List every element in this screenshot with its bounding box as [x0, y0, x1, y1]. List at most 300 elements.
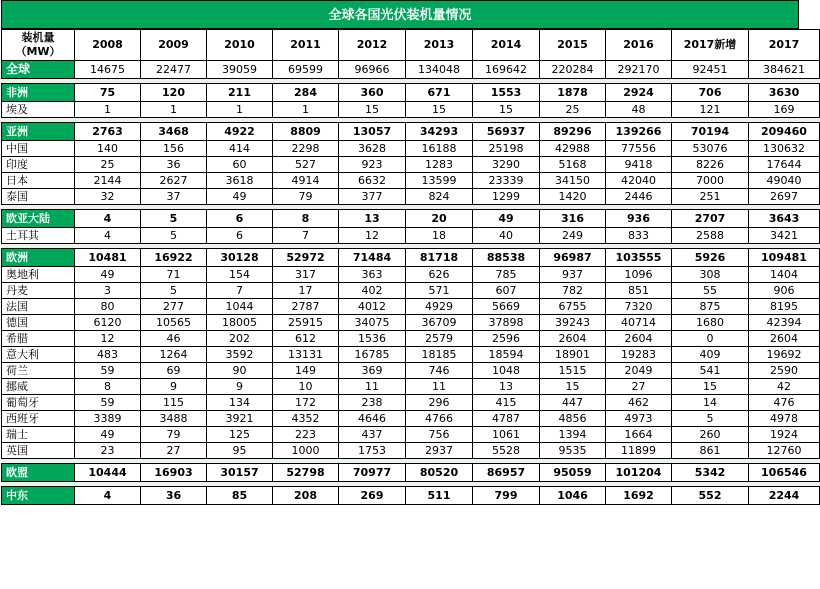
- value-cell: 4929: [406, 299, 473, 315]
- value-cell: 5: [141, 283, 207, 299]
- region-label: 全球: [2, 61, 75, 79]
- value-cell: 13599: [406, 173, 473, 189]
- value-cell: 42: [749, 379, 820, 395]
- country-label: 印度: [2, 157, 75, 173]
- value-cell: 223: [273, 427, 339, 443]
- value-cell: 936: [606, 210, 672, 228]
- value-cell: 4646: [339, 411, 406, 427]
- value-cell: 1878: [540, 84, 606, 102]
- value-cell: 52798: [273, 464, 339, 482]
- value-cell: 19692: [749, 347, 820, 363]
- value-cell: 15: [672, 379, 749, 395]
- value-cell: 8: [273, 210, 339, 228]
- value-cell: 277: [141, 299, 207, 315]
- country-label: 埃及: [2, 102, 75, 118]
- value-cell: 80: [75, 299, 141, 315]
- value-cell: 875: [672, 299, 749, 315]
- value-cell: 462: [606, 395, 672, 411]
- value-cell: 34150: [540, 173, 606, 189]
- value-cell: 49: [207, 189, 273, 205]
- value-cell: 13: [339, 210, 406, 228]
- value-cell: 308: [672, 267, 749, 283]
- value-cell: 46: [141, 331, 207, 347]
- value-cell: 1283: [406, 157, 473, 173]
- region-row: [2, 84, 820, 102]
- value-cell: 7: [207, 283, 273, 299]
- table-row: [2, 157, 820, 173]
- value-cell: 360: [339, 84, 406, 102]
- value-cell: 476: [749, 395, 820, 411]
- country-label: 希腊: [2, 331, 75, 347]
- value-cell: 4922: [207, 123, 273, 141]
- header-cell-2010: 2010: [207, 30, 273, 61]
- country-label: 日本: [2, 173, 75, 189]
- value-cell: 5926: [672, 249, 749, 267]
- value-cell: 20: [406, 210, 473, 228]
- country-label: 英国: [2, 443, 75, 459]
- header-cell-2014: 2014: [473, 30, 540, 61]
- value-cell: 851: [606, 283, 672, 299]
- value-cell: 4978: [749, 411, 820, 427]
- value-cell: 12: [75, 331, 141, 347]
- table-row: [2, 283, 820, 299]
- value-cell: 4766: [406, 411, 473, 427]
- region-row: [2, 210, 820, 228]
- value-cell: 92451: [672, 61, 749, 79]
- region-label: 欧盟: [2, 464, 75, 482]
- value-cell: 11: [339, 379, 406, 395]
- value-cell: 8: [75, 379, 141, 395]
- value-cell: 15: [473, 102, 540, 118]
- value-cell: 34293: [406, 123, 473, 141]
- value-cell: 415: [473, 395, 540, 411]
- value-cell: 1: [75, 102, 141, 118]
- value-cell: 49: [473, 210, 540, 228]
- table-row: [2, 102, 820, 118]
- value-cell: 14675: [75, 61, 141, 79]
- value-cell: 2579: [406, 331, 473, 347]
- table-row: [2, 189, 820, 205]
- value-cell: 56937: [473, 123, 540, 141]
- value-cell: 71484: [339, 249, 406, 267]
- value-cell: 511: [406, 487, 473, 505]
- value-cell: 923: [339, 157, 406, 173]
- value-cell: 60: [207, 157, 273, 173]
- value-cell: 414: [207, 141, 273, 157]
- value-cell: 49: [75, 427, 141, 443]
- value-cell: 11899: [606, 443, 672, 459]
- table-row: [2, 315, 820, 331]
- value-cell: 1046: [540, 487, 606, 505]
- value-cell: 16785: [339, 347, 406, 363]
- header-cell-2012: 2012: [339, 30, 406, 61]
- value-cell: 799: [473, 487, 540, 505]
- header-row: [2, 30, 820, 61]
- value-cell: 8809: [273, 123, 339, 141]
- table-row: [2, 347, 820, 363]
- value-cell: 109481: [749, 249, 820, 267]
- value-cell: 626: [406, 267, 473, 283]
- value-cell: 121: [672, 102, 749, 118]
- value-cell: 13131: [273, 347, 339, 363]
- value-cell: 4012: [339, 299, 406, 315]
- value-cell: 15: [540, 379, 606, 395]
- value-cell: 169: [749, 102, 820, 118]
- value-cell: 1: [207, 102, 273, 118]
- value-cell: 1664: [606, 427, 672, 443]
- country-label: 奥地利: [2, 267, 75, 283]
- value-cell: 18901: [540, 347, 606, 363]
- value-cell: 52972: [273, 249, 339, 267]
- value-cell: 134: [207, 395, 273, 411]
- value-cell: 671: [406, 84, 473, 102]
- region-row: [2, 487, 820, 505]
- value-cell: 2627: [141, 173, 207, 189]
- value-cell: 2596: [473, 331, 540, 347]
- value-cell: 2298: [273, 141, 339, 157]
- value-cell: 483: [75, 347, 141, 363]
- value-cell: 71: [141, 267, 207, 283]
- value-cell: 607: [473, 283, 540, 299]
- value-cell: 79: [273, 189, 339, 205]
- value-cell: 269: [339, 487, 406, 505]
- value-cell: 316: [540, 210, 606, 228]
- value-cell: 17: [273, 283, 339, 299]
- value-cell: 3921: [207, 411, 273, 427]
- value-cell: 125: [207, 427, 273, 443]
- value-cell: 49: [75, 267, 141, 283]
- table-row: [2, 228, 820, 244]
- region-row: [2, 61, 820, 79]
- value-cell: 377: [339, 189, 406, 205]
- country-label: 泰国: [2, 189, 75, 205]
- value-cell: 40: [473, 228, 540, 244]
- value-cell: 3: [75, 283, 141, 299]
- value-cell: 384621: [749, 61, 820, 79]
- value-cell: 25: [75, 157, 141, 173]
- value-cell: 36709: [406, 315, 473, 331]
- value-cell: 402: [339, 283, 406, 299]
- value-cell: 23: [75, 443, 141, 459]
- table-row: [2, 427, 820, 443]
- country-label: 葡萄牙: [2, 395, 75, 411]
- value-cell: 1420: [540, 189, 606, 205]
- header-cell-2016: 2016: [606, 30, 672, 61]
- header-cell-unit: 装机量 （MW）: [2, 30, 75, 61]
- value-cell: 139266: [606, 123, 672, 141]
- table-row: [2, 331, 820, 347]
- value-cell: 552: [672, 487, 749, 505]
- country-label: 德国: [2, 315, 75, 331]
- value-cell: 5342: [672, 464, 749, 482]
- value-cell: 85: [207, 487, 273, 505]
- value-cell: 4352: [273, 411, 339, 427]
- value-cell: 260: [672, 427, 749, 443]
- country-label: 荷兰: [2, 363, 75, 379]
- value-cell: 37898: [473, 315, 540, 331]
- value-cell: 1264: [141, 347, 207, 363]
- value-cell: 2244: [749, 487, 820, 505]
- value-cell: 15: [406, 102, 473, 118]
- value-cell: 571: [406, 283, 473, 299]
- country-label: 法国: [2, 299, 75, 315]
- header-cell-2013: 2013: [406, 30, 473, 61]
- value-cell: 8195: [749, 299, 820, 315]
- value-cell: 7: [273, 228, 339, 244]
- value-cell: 296: [406, 395, 473, 411]
- table-row: [2, 141, 820, 157]
- value-cell: 3468: [141, 123, 207, 141]
- value-cell: 154: [207, 267, 273, 283]
- header-cell-2015: 2015: [540, 30, 606, 61]
- region-label: 中东: [2, 487, 75, 505]
- country-label: 丹麦: [2, 283, 75, 299]
- value-cell: 2924: [606, 84, 672, 102]
- value-cell: 10: [273, 379, 339, 395]
- value-cell: 284: [273, 84, 339, 102]
- value-cell: 42988: [540, 141, 606, 157]
- value-cell: 18: [406, 228, 473, 244]
- value-cell: 202: [207, 331, 273, 347]
- table-row: [2, 395, 820, 411]
- value-cell: 18005: [207, 315, 273, 331]
- value-cell: 1048: [473, 363, 540, 379]
- value-cell: 4856: [540, 411, 606, 427]
- value-cell: 25915: [273, 315, 339, 331]
- value-cell: 30128: [207, 249, 273, 267]
- value-cell: 77556: [606, 141, 672, 157]
- value-cell: 1061: [473, 427, 540, 443]
- value-cell: 2604: [540, 331, 606, 347]
- value-cell: 5: [141, 228, 207, 244]
- value-cell: 2590: [749, 363, 820, 379]
- value-cell: 169642: [473, 61, 540, 79]
- value-cell: 59: [75, 395, 141, 411]
- header-cell-2011: 2011: [273, 30, 339, 61]
- value-cell: 106546: [749, 464, 820, 482]
- value-cell: 6120: [75, 315, 141, 331]
- value-cell: 96987: [540, 249, 606, 267]
- value-cell: 55: [672, 283, 749, 299]
- table-row: [2, 299, 820, 315]
- value-cell: 39243: [540, 315, 606, 331]
- value-cell: 541: [672, 363, 749, 379]
- table-row: [2, 379, 820, 395]
- value-cell: 69: [141, 363, 207, 379]
- value-cell: 30157: [207, 464, 273, 482]
- value-cell: 527: [273, 157, 339, 173]
- header-cell-2017: 2017: [749, 30, 820, 61]
- value-cell: 115: [141, 395, 207, 411]
- value-cell: 782: [540, 283, 606, 299]
- value-cell: 208: [273, 487, 339, 505]
- country-label: 土耳其: [2, 228, 75, 244]
- sheet-title: 全球各国光伏装机量情况: [1, 0, 799, 29]
- value-cell: 3628: [339, 141, 406, 157]
- value-cell: 4914: [273, 173, 339, 189]
- value-cell: 36: [141, 157, 207, 173]
- region-row: [2, 464, 820, 482]
- value-cell: 6755: [540, 299, 606, 315]
- value-cell: 1404: [749, 267, 820, 283]
- value-cell: 5: [141, 210, 207, 228]
- value-cell: 95: [207, 443, 273, 459]
- value-cell: 1536: [339, 331, 406, 347]
- value-cell: 16922: [141, 249, 207, 267]
- value-cell: 25: [540, 102, 606, 118]
- value-cell: 1680: [672, 315, 749, 331]
- table-body: [2, 30, 820, 505]
- value-cell: 69599: [273, 61, 339, 79]
- value-cell: 317: [273, 267, 339, 283]
- value-cell: 22477: [141, 61, 207, 79]
- value-cell: 2049: [606, 363, 672, 379]
- value-cell: 156: [141, 141, 207, 157]
- value-cell: 15: [339, 102, 406, 118]
- value-cell: 130632: [749, 141, 820, 157]
- value-cell: 437: [339, 427, 406, 443]
- country-label: 意大利: [2, 347, 75, 363]
- value-cell: 40714: [606, 315, 672, 331]
- value-cell: 8226: [672, 157, 749, 173]
- value-cell: 409: [672, 347, 749, 363]
- value-cell: 369: [339, 363, 406, 379]
- value-cell: 6: [207, 210, 273, 228]
- value-cell: 3389: [75, 411, 141, 427]
- value-cell: 10565: [141, 315, 207, 331]
- value-cell: 9: [141, 379, 207, 395]
- value-cell: 5528: [473, 443, 540, 459]
- value-cell: 4: [75, 487, 141, 505]
- table-row: [2, 267, 820, 283]
- value-cell: 53076: [672, 141, 749, 157]
- value-cell: 824: [406, 189, 473, 205]
- value-cell: 1044: [207, 299, 273, 315]
- value-cell: 861: [672, 443, 749, 459]
- value-cell: 1692: [606, 487, 672, 505]
- value-cell: 140: [75, 141, 141, 157]
- value-cell: 9: [207, 379, 273, 395]
- country-label: 挪威: [2, 379, 75, 395]
- value-cell: 3630: [749, 84, 820, 102]
- value-cell: 32: [75, 189, 141, 205]
- value-cell: 81718: [406, 249, 473, 267]
- value-cell: 756: [406, 427, 473, 443]
- value-cell: 7320: [606, 299, 672, 315]
- value-cell: 2697: [749, 189, 820, 205]
- capacity-sheet: [1, 0, 807, 505]
- value-cell: 4: [75, 210, 141, 228]
- value-cell: 906: [749, 283, 820, 299]
- value-cell: 18185: [406, 347, 473, 363]
- value-cell: 937: [540, 267, 606, 283]
- region-label: 欧洲: [2, 249, 75, 267]
- country-label: 西班牙: [2, 411, 75, 427]
- value-cell: 11: [406, 379, 473, 395]
- value-cell: 1924: [749, 427, 820, 443]
- header-cell-2008: 2008: [75, 30, 141, 61]
- value-cell: 7000: [672, 173, 749, 189]
- value-cell: 39059: [207, 61, 273, 79]
- value-cell: 27: [141, 443, 207, 459]
- value-cell: 79: [141, 427, 207, 443]
- capacity-table: [1, 29, 820, 505]
- value-cell: 134048: [406, 61, 473, 79]
- header-cell-2009: 2009: [141, 30, 207, 61]
- value-cell: 447: [540, 395, 606, 411]
- value-cell: 103555: [606, 249, 672, 267]
- value-cell: 13: [473, 379, 540, 395]
- value-cell: 3643: [749, 210, 820, 228]
- value-cell: 0: [672, 331, 749, 347]
- region-row: [2, 123, 820, 141]
- region-label: 非洲: [2, 84, 75, 102]
- value-cell: 209460: [749, 123, 820, 141]
- value-cell: 34075: [339, 315, 406, 331]
- value-cell: 251: [672, 189, 749, 205]
- value-cell: 2604: [606, 331, 672, 347]
- value-cell: 9418: [606, 157, 672, 173]
- value-cell: 612: [273, 331, 339, 347]
- value-cell: 120: [141, 84, 207, 102]
- value-cell: 2144: [75, 173, 141, 189]
- value-cell: 16903: [141, 464, 207, 482]
- value-cell: 785: [473, 267, 540, 283]
- value-cell: 746: [406, 363, 473, 379]
- value-cell: 1515: [540, 363, 606, 379]
- country-label: 中国: [2, 141, 75, 157]
- value-cell: 19283: [606, 347, 672, 363]
- value-cell: 2763: [75, 123, 141, 141]
- value-cell: 86957: [473, 464, 540, 482]
- value-cell: 13057: [339, 123, 406, 141]
- value-cell: 12760: [749, 443, 820, 459]
- value-cell: 42040: [606, 173, 672, 189]
- table-row: [2, 173, 820, 189]
- value-cell: 1299: [473, 189, 540, 205]
- value-cell: 3488: [141, 411, 207, 427]
- value-cell: 9535: [540, 443, 606, 459]
- value-cell: 96966: [339, 61, 406, 79]
- value-cell: 249: [540, 228, 606, 244]
- table-row: [2, 363, 820, 379]
- value-cell: 49040: [749, 173, 820, 189]
- value-cell: 5168: [540, 157, 606, 173]
- value-cell: 17644: [749, 157, 820, 173]
- value-cell: 1: [141, 102, 207, 118]
- value-cell: 706: [672, 84, 749, 102]
- value-cell: 70977: [339, 464, 406, 482]
- value-cell: 211: [207, 84, 273, 102]
- value-cell: 75: [75, 84, 141, 102]
- value-cell: 1: [273, 102, 339, 118]
- value-cell: 37: [141, 189, 207, 205]
- value-cell: 1096: [606, 267, 672, 283]
- value-cell: 10481: [75, 249, 141, 267]
- value-cell: 1000: [273, 443, 339, 459]
- value-cell: 238: [339, 395, 406, 411]
- value-cell: 3421: [749, 228, 820, 244]
- value-cell: 2937: [406, 443, 473, 459]
- value-cell: 48: [606, 102, 672, 118]
- value-cell: 2604: [749, 331, 820, 347]
- value-cell: 90: [207, 363, 273, 379]
- value-cell: 5: [672, 411, 749, 427]
- value-cell: 18594: [473, 347, 540, 363]
- table-row: [2, 443, 820, 459]
- value-cell: 89296: [540, 123, 606, 141]
- value-cell: 4787: [473, 411, 540, 427]
